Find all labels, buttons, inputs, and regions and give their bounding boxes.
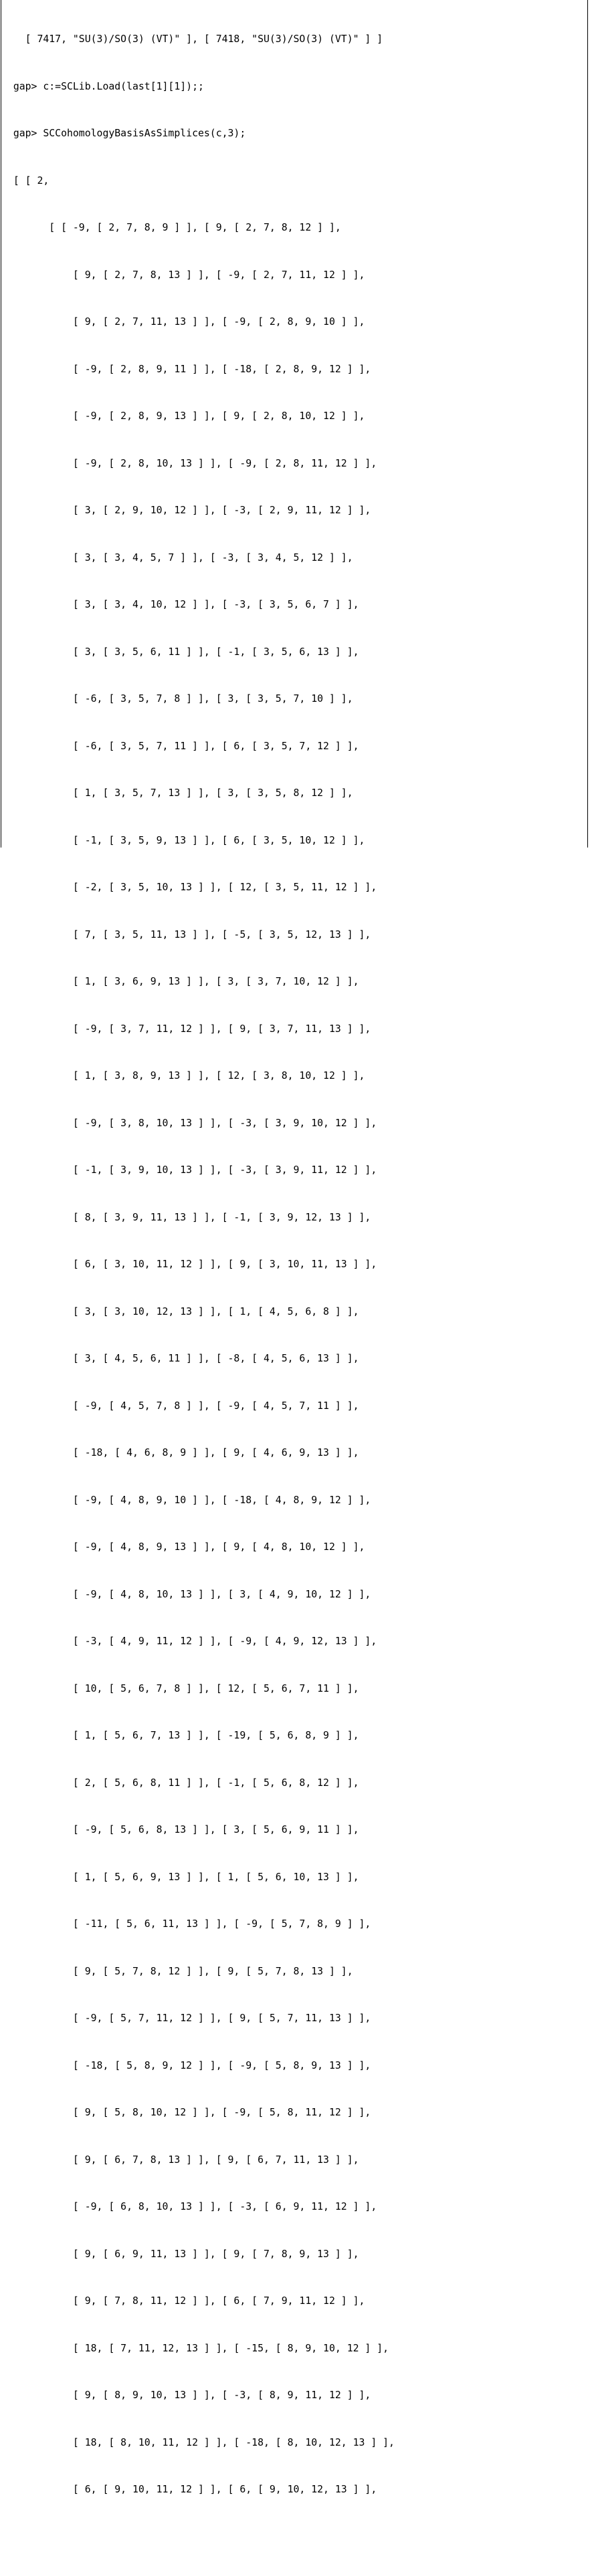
console-line: [ -9, [ 4, 5, 7, 8 ] ], [ -9, [ 4, 5, 7, 11 ] ],	[1, 1400, 359, 1412]
console-line: gap> c:=SCLib.Load(last[1][1]);;	[1, 80, 204, 92]
console-line: [ 18, [ 8, 10, 11, 12 ] ], [ -18, [ 8, 10, 12, 13 ] ],	[1, 2436, 395, 2448]
console-line: [ -18, [ 4, 6, 8, 9 ] ], [ 9, [ 4, 6, 9, 13 ] ],	[1, 1447, 359, 1458]
console-line: [ 3, [ 3, 5, 6, 11 ] ], [ -1, [ 3, 5, 6, 13 ] ],	[1, 646, 359, 658]
console-line: [ 9, [ 2, 7, 11, 13 ] ], [ -9, [ 2, 8, 9, 10 ] ],	[1, 316, 365, 328]
console-line: [ 9, [ 2, 7, 8, 13 ] ], [ -9, [ 2, 7, 11, 12 ] ],	[1, 269, 365, 281]
console-line: gap> SCCohomologyBasisAsSimplices(c,3);	[1, 128, 246, 139]
console-line: [ 9, [ 5, 7, 8, 12 ] ], [ 9, [ 5, 7, 8, 13 ] ],	[1, 1965, 353, 1977]
console-line: [ -6, [ 3, 5, 7, 8 ] ], [ 3, [ 3, 5, 7, 10 ] ],	[1, 693, 353, 704]
console-line: [ 3, [ 3, 4, 5, 7 ] ], [ -3, [ 3, 4, 5, 12 ] ],	[1, 551, 353, 563]
console-line: [ 9, [ 6, 9, 11, 13 ] ], [ 9, [ 7, 8, 9, 13 ] ],	[1, 2248, 359, 2260]
console-line: [ 2, [ 5, 6, 8, 11 ] ], [ -1, [ 5, 6, 8, 12 ] ],	[1, 1777, 359, 1789]
console-line: [ 10, [ 5, 6, 7, 8 ] ], [ 12, [ 5, 6, 7, 11 ] ],	[1, 1682, 359, 1694]
console-line: [ 8, [ 3, 9, 11, 13 ] ], [ -1, [ 3, 9, 12, 13 ] ],	[1, 1211, 371, 1223]
console-line: [ -9, [ 4, 8, 9, 13 ] ], [ 9, [ 4, 8, 10, 12 ] ],	[1, 1541, 365, 1553]
terminal-frame	[1, 0, 588, 2495]
console-line: [ 9, [ 8, 9, 10, 13 ] ], [ -3, [ 8, 9, 11, 12 ] ],	[1, 2390, 371, 2401]
console-line: [ 3, [ 4, 5, 6, 11 ] ], [ -8, [ 4, 5, 6, 13 ] ],	[1, 1353, 359, 1364]
console-line: [ -9, [ 4, 8, 9, 10 ] ], [ -18, [ 4, 8, 9, 12 ] ],	[1, 1494, 371, 1506]
console-line: [ 9, [ 6, 7, 8, 13 ] ], [ 9, [ 6, 7, 11, 13 ] ],	[1, 2154, 359, 2166]
console-line: [ 1, [ 5, 6, 9, 13 ] ], [ 1, [ 5, 6, 10, 13 ] ],	[1, 1871, 359, 1883]
console-line: [ -1, [ 3, 9, 10, 13 ] ], [ -3, [ 3, 9, 11, 12 ] ],	[1, 1164, 377, 1176]
console-line: [ 1, [ 3, 5, 7, 13 ] ], [ 3, [ 3, 5, 8, 12 ] ],	[1, 787, 353, 799]
console-line: [ -6, [ 3, 5, 7, 11 ] ], [ 6, [ 3, 5, 7, 12 ] ],	[1, 740, 359, 752]
console-line: [ 1, [ 3, 8, 9, 13 ] ], [ 12, [ 3, 8, 10, 12 ] ],	[1, 1070, 365, 1081]
console-line: [ -9, [ 3, 8, 10, 13 ] ], [ -3, [ 3, 9, 10, 12 ] ],	[1, 1117, 377, 1129]
console-line: [ -9, [ 2, 8, 9, 11 ] ], [ -18, [ 2, 8, 9, 12 ] ],	[1, 363, 371, 375]
console-line: [ -9, [ 2, 8, 10, 13 ] ], [ -9, [ 2, 8, 11, 12 ] ],	[1, 457, 377, 469]
gap-console-output	[1, 0, 395, 2576]
console-line: [ -9, [ 3, 7, 11, 12 ] ], [ 9, [ 3, 7, 11, 13 ] ],	[1, 1023, 371, 1035]
console-line: [ 9, [ 7, 8, 11, 12 ] ], [ 6, [ 7, 9, 11, 12 ] ],	[1, 2295, 365, 2307]
console-line: [ 1, [ 3, 6, 9, 13 ] ], [ 3, [ 3, 7, 10, 12 ] ],	[1, 976, 359, 987]
console-line: [ 3, [ 2, 9, 10, 12 ] ], [ -3, [ 2, 9, 11, 12 ] ],	[1, 505, 371, 516]
console-line: [ -9, [ 2, 8, 9, 13 ] ], [ 9, [ 2, 8, 10, 12 ] ],	[1, 410, 365, 422]
console-line: [ -9, [ 4, 8, 10, 13 ] ], [ 3, [ 4, 9, 10, 12 ] ],	[1, 1588, 371, 1600]
console-line	[1, 2529, 395, 2545]
console-line: [ 6, [ 3, 10, 11, 12 ] ], [ 9, [ 3, 10, 11, 13 ] ],	[1, 1259, 377, 1270]
console-line: [ [ 2,	[1, 174, 50, 186]
console-line: [ 9, [ 5, 8, 10, 12 ] ], [ -9, [ 5, 8, 11, 12 ] ],	[1, 2107, 371, 2118]
console-line: [ -9, [ 5, 7, 11, 12 ] ], [ 9, [ 5, 7, 11, 13 ] ],	[1, 2013, 371, 2024]
console-line: [ 7, [ 3, 5, 11, 13 ] ], [ -5, [ 3, 5, 12, 13 ] ],	[1, 928, 371, 940]
console-line: [ 3, [ 3, 4, 10, 12 ] ], [ -3, [ 3, 5, 6, 7 ] ],	[1, 599, 359, 610]
console-line: [ 3, [ 3, 10, 12, 13 ] ], [ 1, [ 4, 5, 6, 8 ] ],	[1, 1305, 359, 1317]
console-line: [ -11, [ 5, 6, 11, 13 ] ], [ -9, [ 5, 7, 8, 9 ] ],	[1, 1918, 371, 1930]
console-line: [ -2, [ 3, 5, 10, 13 ] ], [ 12, [ 3, 5, 11, 12 ] ],	[1, 882, 377, 893]
console-line: [ 7417, "SU(3)/SO(3) (VT)" ], [ 7418, "SU(3)/SO(3) (VT)" ] ]	[1, 33, 383, 45]
console-line: [ -1, [ 3, 5, 9, 13 ] ], [ 6, [ 3, 5, 10, 12 ] ],	[1, 834, 365, 846]
console-line: [ 18, [ 7, 11, 12, 13 ] ], [ -15, [ 8, 9, 10, 12 ] ],	[1, 2342, 389, 2354]
console-line: [ [ -9, [ 2, 7, 8, 9 ] ], [ 9, [ 2, 7, 8, 12 ] ],	[1, 222, 341, 233]
console-line: [ 1, [ 5, 6, 7, 13 ] ], [ -19, [ 5, 6, 8, 9 ] ],	[1, 1730, 359, 1741]
console-line: [ -18, [ 5, 8, 9, 12 ] ], [ -9, [ 5, 8, 9, 13 ] ],	[1, 2059, 371, 2071]
console-line: [ 6, [ 9, 10, 11, 12 ] ], [ 6, [ 9, 10, 12, 13 ] ],	[1, 2484, 377, 2495]
console-line: [ -9, [ 5, 6, 8, 13 ] ], [ 3, [ 5, 6, 9, 11 ] ],	[1, 1824, 359, 1835]
console-line: [ -9, [ 6, 8, 10, 13 ] ], [ -3, [ 6, 9, 11, 12 ] ],	[1, 2201, 377, 2212]
console-line: [ -3, [ 4, 9, 11, 12 ] ], [ -9, [ 4, 9, 12, 13 ] ],	[1, 1636, 377, 1647]
